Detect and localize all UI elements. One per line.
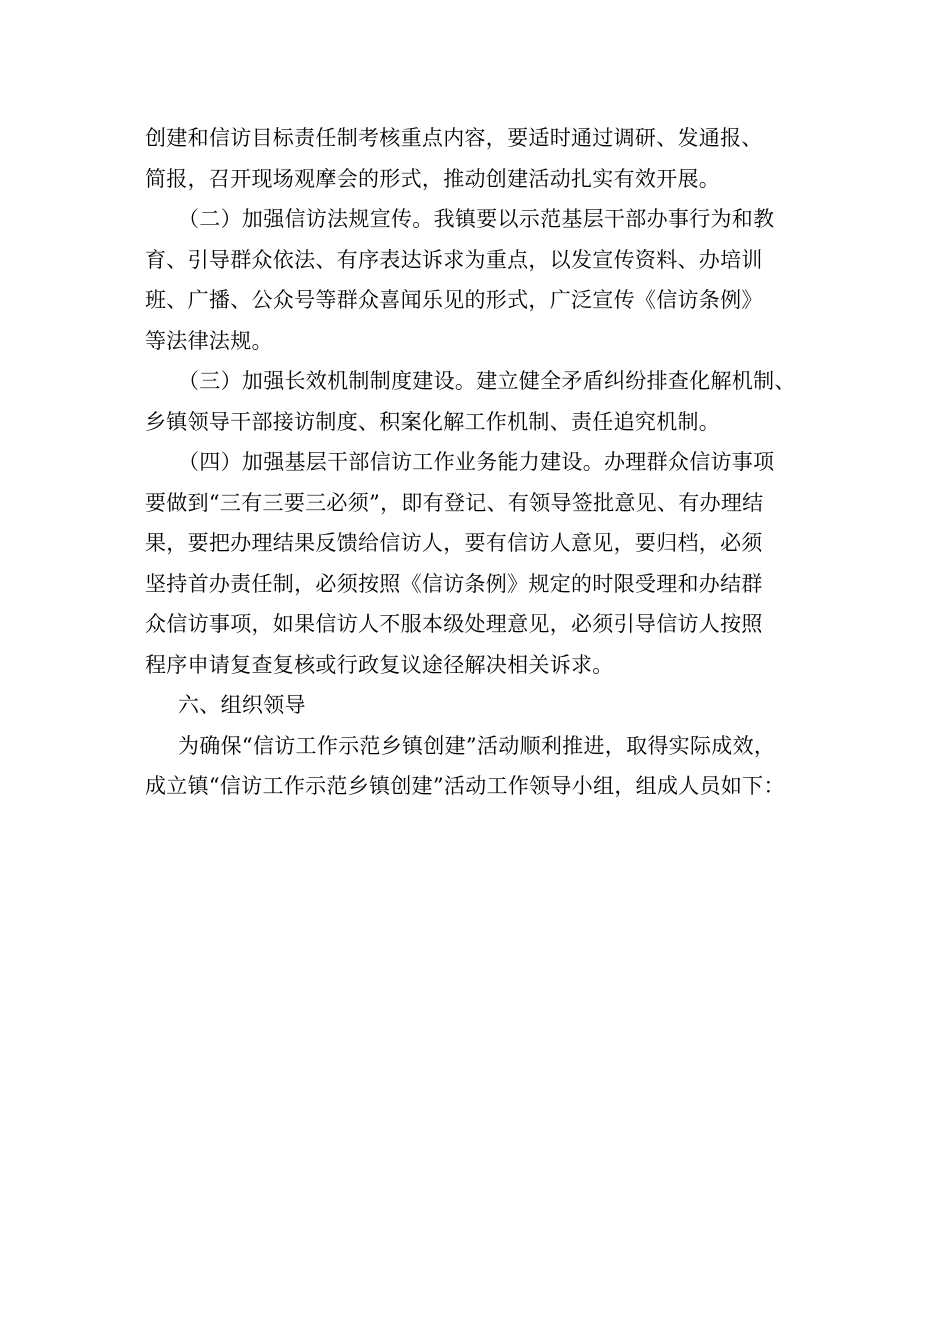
text-line-9: （四）加强基层干部信访工作业务能力建设。办理群众信访事项 <box>178 450 775 474</box>
text-line-1: 创建和信访目标责任制考核重点内容，要适时通过调研、发通报、 <box>145 126 763 150</box>
text-line-2: 简报，召开现场观摩会的形式，推动创建活动扎实有效开展。 <box>145 166 721 191</box>
text-line-3: （二）加强信访法规宣传。我镇要以示范基层干部办事行为和教 <box>178 207 775 231</box>
text-line-11: 果，要把办理结果反馈给信访人，要有信访人意见，要归档，必须 <box>145 531 763 555</box>
text-line-14: 程序申请复查复核或行政复议途径解决相关诉求。 <box>145 652 614 677</box>
text-line-6: 等法律法规。 <box>145 328 273 353</box>
text-line-17: 成立镇“信访工作示范乡镇创建”活动工作领导小组，组成人员如下： <box>145 774 785 798</box>
text-line-5: 班、广播、公众号等群众喜闻乐见的形式，广泛宣传《信访条例》 <box>145 288 763 312</box>
text-line-7: （三）加强长效机制制度建设。建立健全矛盾纠纷排查化解机制、 <box>178 369 796 393</box>
document-body <box>145 118 825 807</box>
section-heading: 六、组织领导 <box>178 693 306 717</box>
text-line-16: 为确保“信访工作示范乡镇创建”活动顺利推进，取得实际成效， <box>178 733 776 758</box>
text-line-8: 乡镇领导干部接访制度、积案化解工作机制、责任追究机制。 <box>145 409 721 434</box>
text-line-4: 育、引导群众依法、有序表达诉求为重点，以发宣传资料、办培训 <box>145 247 763 272</box>
text-line-12: 坚持首办责任制，必须按照《信访条例》规定的时限受理和办结群 <box>145 571 763 596</box>
text-line-10: 要做到“三有三要三必须”，即有登记、有领导签批意见、有办理结 <box>145 490 764 515</box>
text-line-13: 众信访事项，如果信访人不服本级处理意见，必须引导信访人按照 <box>145 612 763 636</box>
